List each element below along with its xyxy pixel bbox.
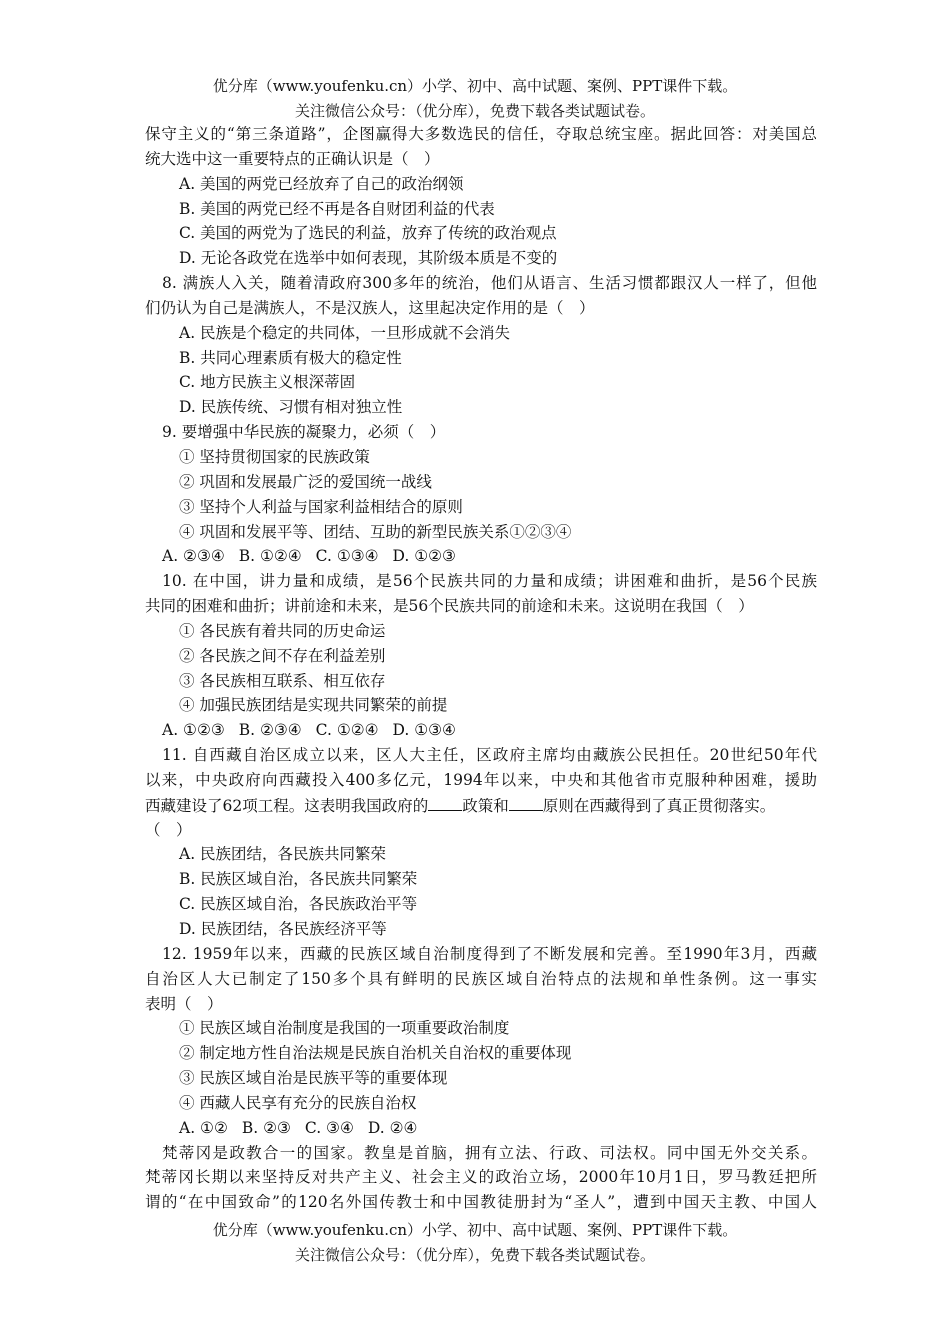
q7-option-a: A. 美国的两党已经放弃了自己的政治纲领 bbox=[179, 174, 464, 193]
q10-option-a: A. ①②③ bbox=[162, 721, 225, 740]
q11-stem-line-4: （ ） bbox=[145, 820, 192, 839]
footer-line-1: 优分库（www.youfenku.cn）小学、初中、高中试题、案例、PPT课件下载。 bbox=[212, 1221, 738, 1239]
q9-statement-3: ③ 坚持个人利益与国家利益相结合的原则 bbox=[179, 497, 463, 516]
q10-stem-line-2: 共同的困难和曲折；讲前途和未来，是56个民族共同的前途和未来。这说明在我国（ ） bbox=[145, 597, 754, 616]
q12-stem-line-2: 自治区人大已制定了150多个具有鲜明的民族区域自治特点的法规和单性条例。这一事实 bbox=[145, 969, 817, 988]
q8-option-a: A. 民族是个稳定的共同体，一旦形成就不会消失 bbox=[179, 323, 511, 342]
q9-options-row bbox=[145, 544, 817, 569]
q9-statement-1: ① 坚持贯彻国家的民族政策 bbox=[179, 447, 370, 466]
header-line-1: 优分库（www.youfenku.cn）小学、初中、高中试题、案例、PPT课件下载。 bbox=[212, 77, 738, 95]
q11-option-b: B. 民族区域自治，各民族共同繁荣 bbox=[179, 870, 418, 889]
q9-statement-2: ② 巩固和发展最广泛的爱国统一战线 bbox=[179, 472, 432, 491]
q8-option-b: B. 共同心理素质有极大的稳定性 bbox=[179, 348, 402, 367]
q8-option-d: D. 民族传统、习惯有相对独立性 bbox=[179, 398, 403, 417]
q7-option-c: C. 美国的两党为了选民的利益，放弃了传统的政治观点 bbox=[179, 224, 557, 243]
q9-option-a: A. ②③④ bbox=[162, 547, 225, 566]
q12-statement-4: ④ 西藏人民享有充分的民族自治权 bbox=[179, 1093, 417, 1112]
q8-stem-line-1: 8. 满族人入关，随着清政府300多年的统治，他们从语言、生活习惯都跟汉人一样了，但他 bbox=[162, 274, 817, 293]
q11-option-c: C. 民族区域自治，各民族政治平等 bbox=[179, 895, 418, 914]
q10-options-row bbox=[145, 718, 817, 743]
q10-statement-3: ③ 各民族相互联系、相互依存 bbox=[179, 671, 386, 690]
q10-statement-4: ④ 加强民族团结是实现共同繁荣的前提 bbox=[179, 696, 448, 715]
q12-stem-line-1: 12. 1959年以来，西藏的民族区域自治制度得到了不断发展和完善。至1990年3月，西藏 bbox=[162, 944, 817, 963]
q12-statement-3: ③ 民族区域自治是民族平等的重要体现 bbox=[179, 1069, 448, 1088]
q11-blank-2 bbox=[509, 793, 543, 811]
q11-stem-part-3: 原则在西藏得到了真正贯彻落实。 bbox=[542, 796, 776, 815]
q8-option-c: C. 地方民族主义根深蒂固 bbox=[179, 373, 356, 392]
q11-stem-line-1: 11. 自西藏自治区成立以来，区人大主任，区政府主席均由藏族公民担任。20世纪50年代 bbox=[162, 746, 817, 765]
q12-statement-2: ② 制定地方性自治法规是民族自治机关自治权的重要体现 bbox=[179, 1044, 572, 1063]
q9-option-b: B. ①②④ bbox=[238, 547, 302, 566]
q11-stem-line-3 bbox=[145, 793, 817, 818]
q12-options-row bbox=[145, 1116, 817, 1141]
header-line-2: 关注微信公众号：（优分库），免费下载各类试题试卷。 bbox=[294, 102, 655, 120]
q12-statement-1: ① 民族区域自治制度是我国的一项重要政治制度 bbox=[179, 1019, 510, 1038]
q7-option-b: B. 美国的两党已经不再是各自财团利益的代表 bbox=[179, 199, 495, 218]
q11-option-d: D. 民族团结，各民族经济平等 bbox=[179, 920, 387, 938]
q9-stem: 9. 要增强中华民族的凝聚力，必须（ ） bbox=[162, 423, 446, 442]
q10-statement-1: ① 各民族有着共同的历史命运 bbox=[179, 621, 386, 640]
q12-option-a: A. ①② bbox=[179, 1118, 228, 1137]
q7-stem-line-2: 统大选中这一重要特点的正确认识是（ ） bbox=[145, 149, 440, 168]
q10-option-c: C. ①②④ bbox=[315, 721, 379, 740]
q11-stem-part-2: 政策和 bbox=[462, 796, 509, 815]
q7-option-d: D. 无论各政党在选举中如何表现，其阶级本质是不变的 bbox=[179, 249, 558, 268]
q9-statement-4: ④ 巩固和发展平等、团结、互助的新型民族关系①②③④ bbox=[179, 522, 572, 541]
passage-line-2: 梵蒂冈长期以来坚持反对共产主义、社会主义的政治立场，2000年10月1日，罗马教廷把所 bbox=[145, 1168, 817, 1187]
q12-stem-line-3: 表明（ ） bbox=[145, 994, 223, 1013]
passage-line-1: 梵蒂冈是政教合一的国家。教皇是首脑，拥有立法、行政、司法权。同中国无外交关系。 bbox=[162, 1143, 817, 1162]
q12-option-b: B. ②③ bbox=[241, 1118, 291, 1137]
q8-stem-line-2: 们仍认为自己是满族人，不是汉族人，这里起决定作用的是（ ） bbox=[145, 298, 595, 317]
passage-line-3: 谓的“在中国致命”的120名外国传教士和中国教徒册封为“圣人”，遭到中国天主教、中国人 bbox=[145, 1193, 817, 1212]
footer-line-2: 关注微信公众号：（优分库），免费下载各类试题试卷。 bbox=[294, 1246, 655, 1264]
q11-option-a: A. 民族团结，各民族共同繁荣 bbox=[179, 845, 387, 864]
q7-stem-line-1: 保守主义的“第三条道路”，企图赢得大多数选民的信任，夺取总统宝座。据此回答：对美国总 bbox=[145, 125, 817, 143]
q11-stem-line-2: 以来，中央政府向西藏投入400多亿元，1994年以来，中央和其他省市克服种种困难，援助 bbox=[145, 770, 817, 789]
q9-option-d: D. ①②③ bbox=[392, 547, 456, 566]
q10-statement-2: ② 各民族之间不存在利益差别 bbox=[179, 646, 386, 665]
q11-stem-part-1: 西藏建设了62项工程。这表明我国政府的 bbox=[145, 796, 429, 815]
q10-option-b: B. ②③④ bbox=[238, 721, 302, 740]
q10-option-d: D. ①③④ bbox=[392, 721, 456, 740]
q10-stem-line-1: 10. 在中国，讲力量和成绩，是56个民族共同的力量和成绩；讲困难和曲折，是56个民族 bbox=[162, 572, 817, 591]
q11-blank-1 bbox=[428, 793, 462, 811]
q9-option-c: C. ①③④ bbox=[315, 547, 379, 566]
q12-option-c: C. ③④ bbox=[304, 1118, 354, 1137]
document-body bbox=[145, 122, 817, 1215]
q12-option-d: D. ②④ bbox=[367, 1118, 418, 1137]
